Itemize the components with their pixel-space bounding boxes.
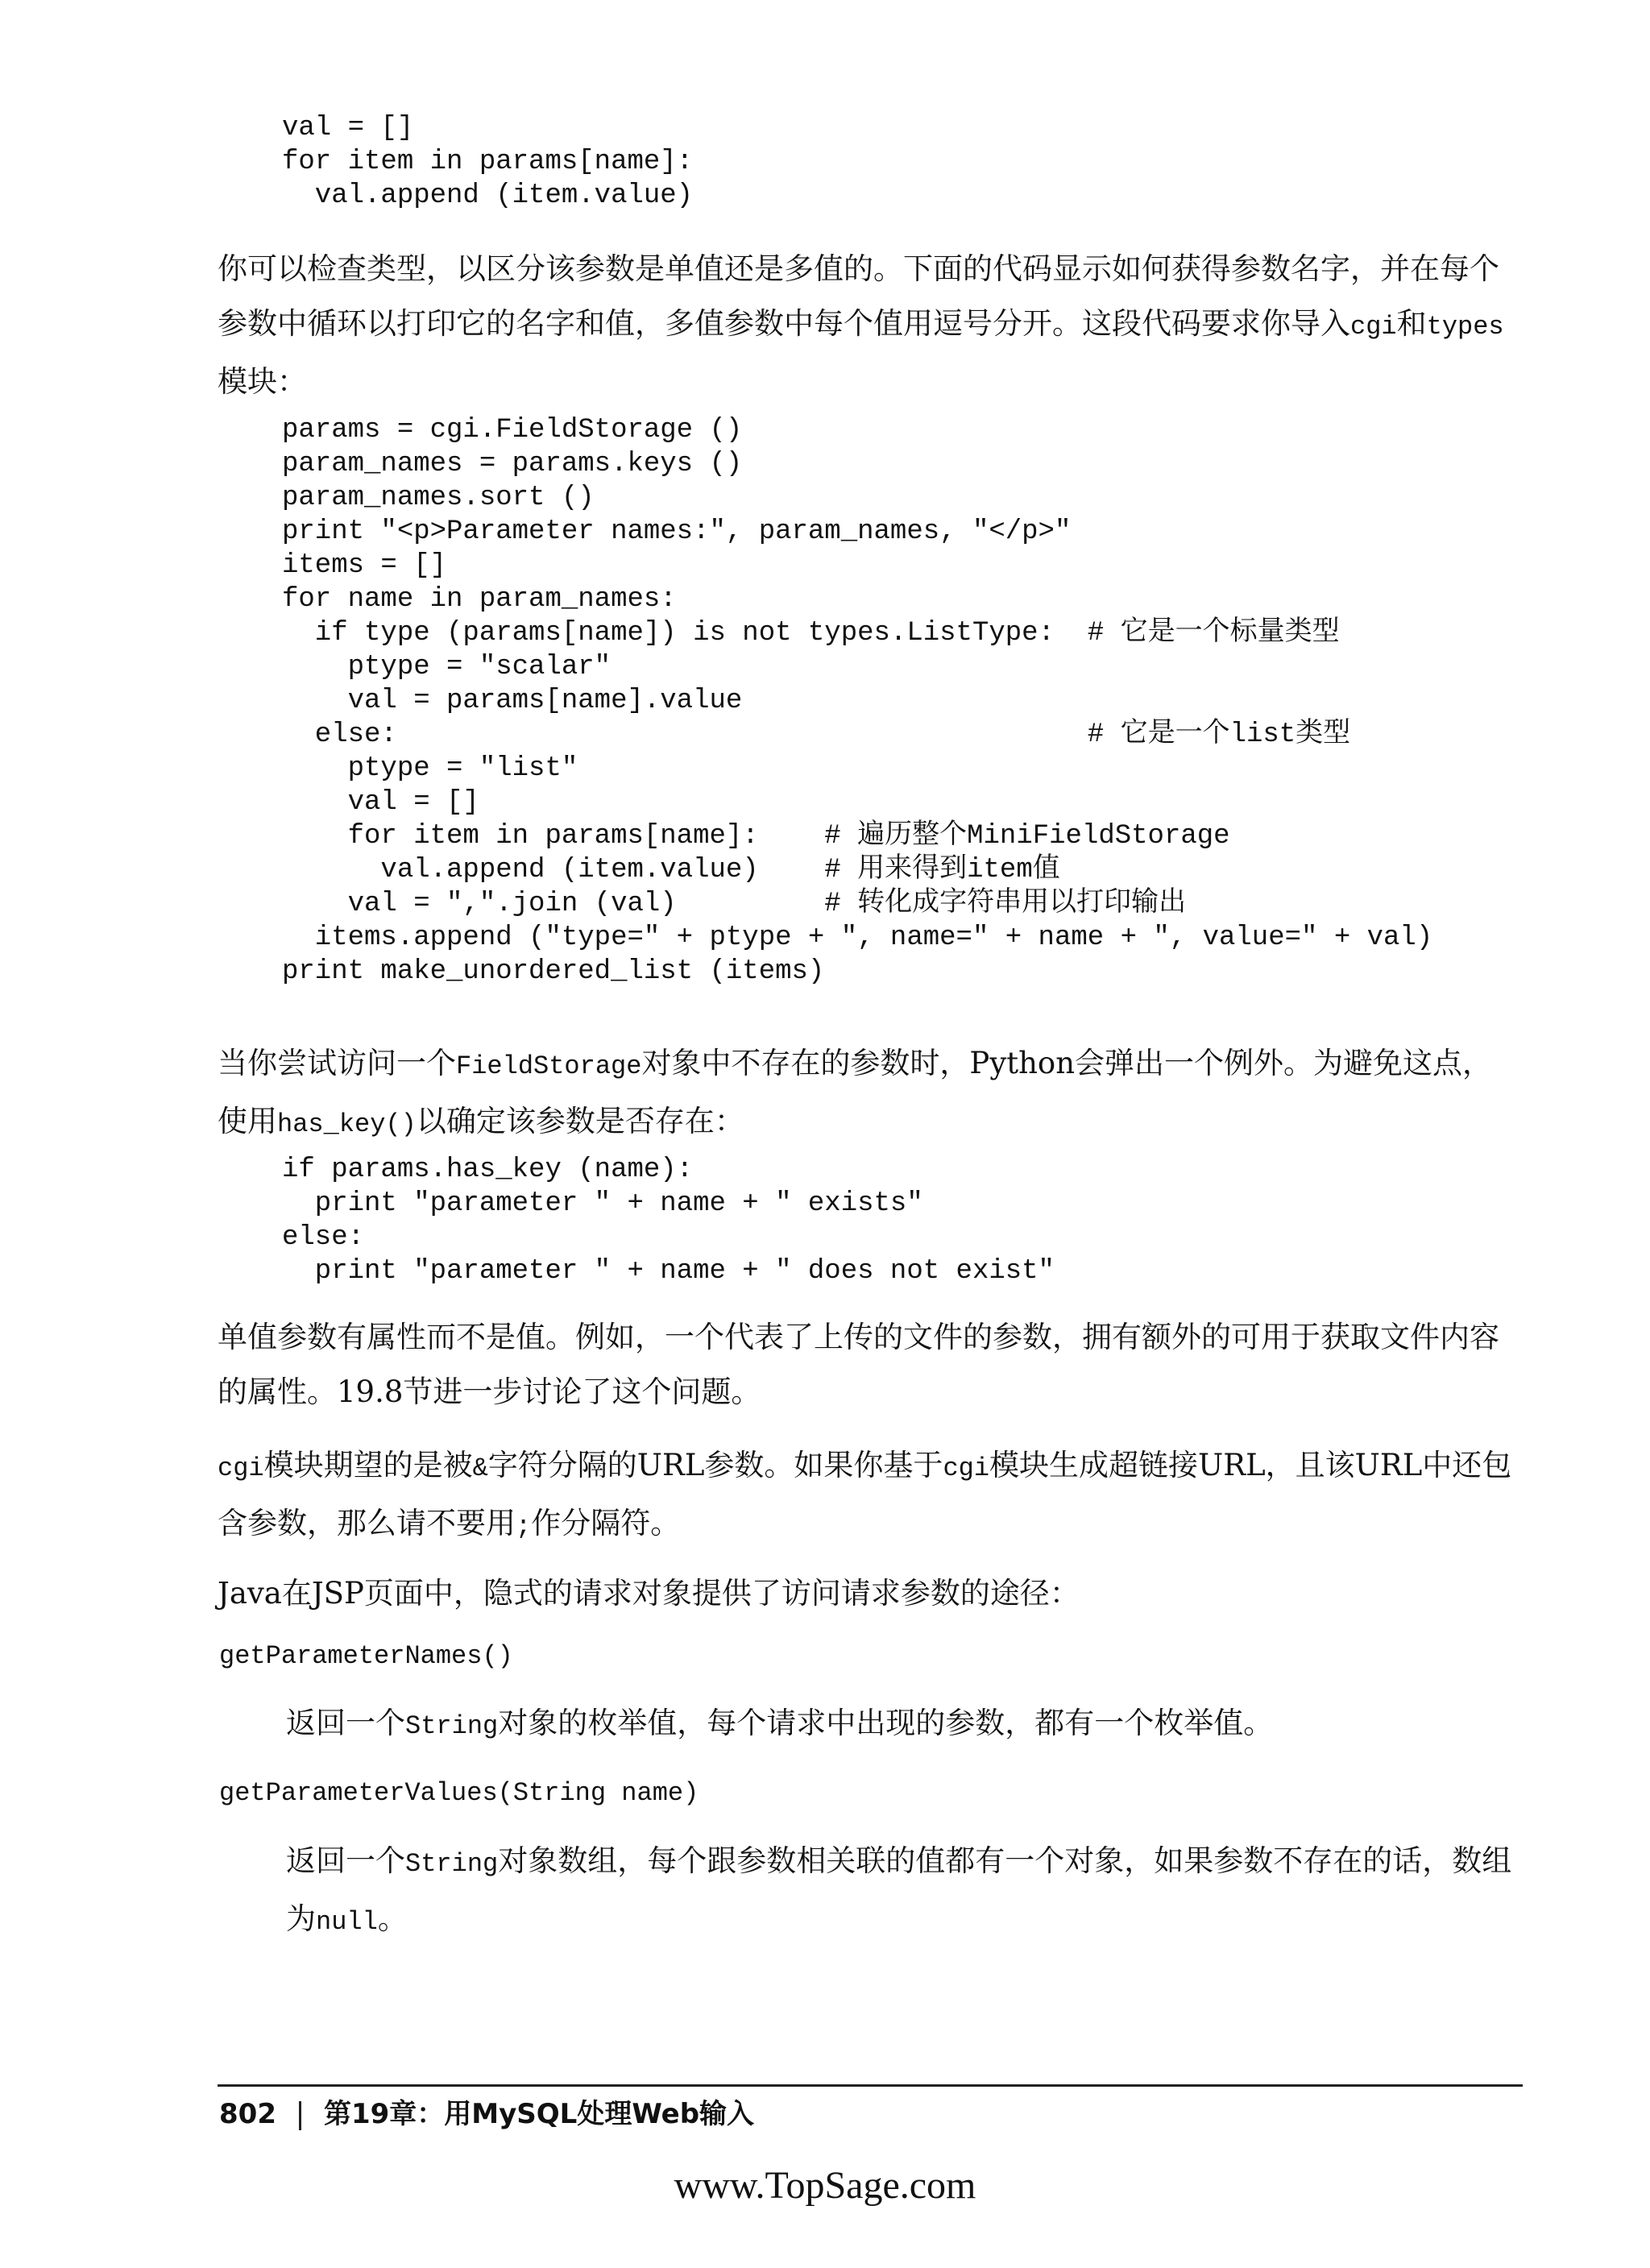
paragraph-java-jsp: Java在JSP页面中，隐式的请求对象提供了访问请求参数的途径： [218,1576,1080,1611]
method-get-parameter-values: getParameterValues(String name) [219,1778,699,1808]
method-get-parameter-names: getParameterNames() [219,1641,513,1671]
paragraph-param-types: 你可以检查类型，以区分该参数是单值还是多值的。下面的代码显示如何获得参数名字，并在每个参数中循环以打印它的名字和值，多值参数中每个值用逗号分开。这段代码要求你导入cgi和types模块： [218,251,1504,399]
footer-separator [299,2101,301,2130]
page-footer [219,2092,754,2131]
code-block-has-key: if params.has_key (name): print "parameter " + name + " exists" else: print "parameter " + name + " does not exist" [282,1155,1055,1287]
paragraph-single-value-attrs: 单值参数有属性而不是值。例如，一个代表了上传的文件的参数，拥有额外的可用于获取文件内容的属性。19.8节进一步讨论了这个问题。 [218,1320,1499,1409]
code-block-param-listing: params = cgi.FieldStorage () param_names = params.keys () param_names.sort () print "<p>Parameter names:", param_names, "</p>" items = [] for name in param_names: if type (params[name]) is not types.ListType: # 它是一个标量类型 ptype = "scalar" val = params[name].value else: # 它是一个list类型 ptype = "list" val = [] for item in params[name]: # 遍历整个MiniFieldStorage val.append (item.value) # 用来得到item值 val = ",".join (val) # 转化成字符串用以打印输出 items.append ("type=" + ptype + ", name=" + name + ", value=" + val) print make_unordered_list (items) [282,415,1433,987]
paragraph-has-key: 当你尝试访问一个FieldStorage对象中不存在的参数时，Python会弹出一个例外。为避免这点，使用has_key()以确定该参数是否存在： [218,1046,1493,1139]
footer-rule [218,2084,1523,2087]
page-number: 802 [219,2098,276,2130]
website-watermark: www.TopSage.com [674,2164,976,2207]
chapter-title: 第19章：用MySQL处理Web输入 [323,2098,755,2130]
desc-get-parameter-names: 返回一个String对象的枚举值，每个请求中出现的参数，都有一个枚举值。 [286,1706,1274,1741]
desc-get-parameter-values: 返回一个String对象数组，每个跟参数相关联的值都有一个对象，如果参数不存在的话，数组为null。 [286,1843,1512,1937]
paragraph-cgi-separator: cgi模块期望的是被&字符分隔的URL参数。如果你基于cgi模块生成超链接URL，且该URL中还包含参数，那么请不要用;作分隔符。 [218,1448,1512,1541]
code-block-val-append: val = [] for item in params[name]: val.append (item.value) [282,113,694,211]
